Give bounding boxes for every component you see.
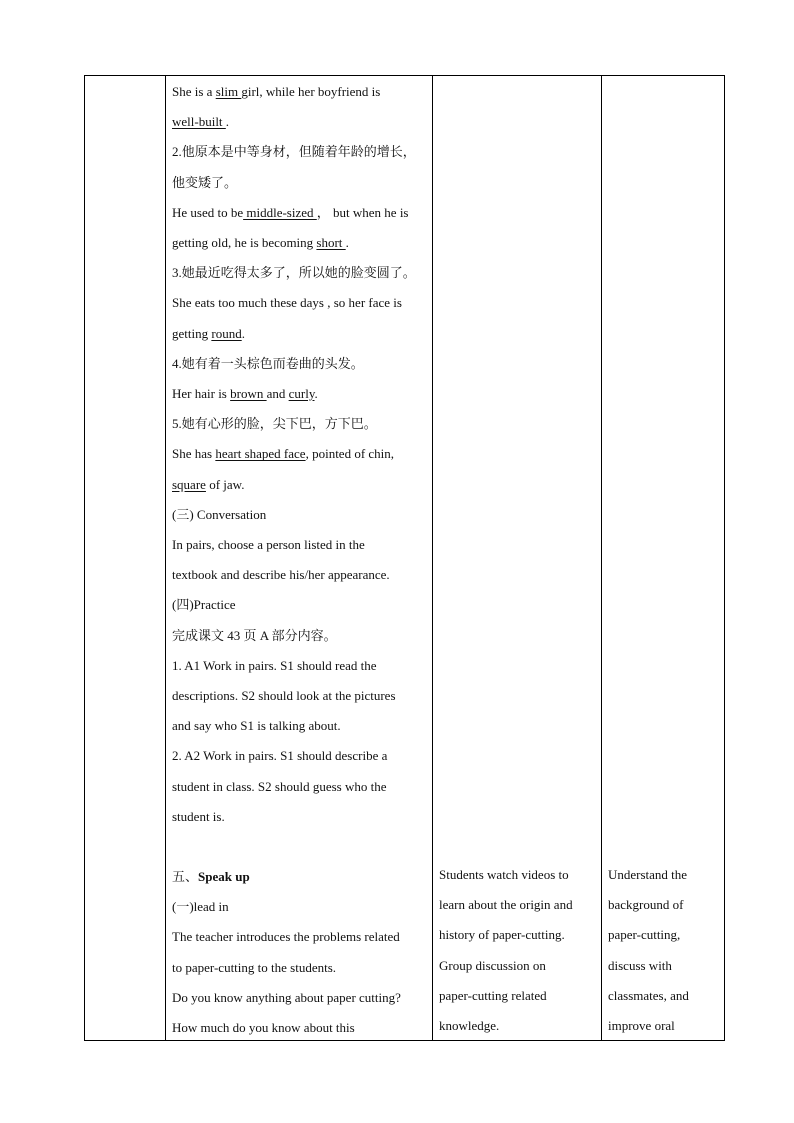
- column-divider: [601, 76, 602, 1040]
- lesson-plan-table: [84, 75, 725, 1041]
- text-line: 3.她最近吃得太多了，所以她的脸变圆了。: [172, 265, 416, 281]
- text-line: 2.他原本是中等身材，但随着年龄的增长，: [172, 144, 416, 160]
- section-heading: (四)Practice: [172, 597, 236, 613]
- text-line: paper-cutting,: [608, 927, 681, 943]
- student-activity-cell: [439, 860, 573, 1041]
- section-heading: (三) Conversation: [172, 506, 267, 522]
- text-line: 4.她有着一头棕色而卷曲的头发。: [172, 355, 364, 371]
- text-line: 1. A1 Work in pairs. S1 should read the: [172, 657, 377, 673]
- text-line: 完成课文 43 页 A 部分内容。: [172, 627, 337, 643]
- section-heading: (一)lead in: [172, 899, 229, 915]
- text-line: descriptions. S2 should look at the pictures: [172, 688, 396, 704]
- text-line: He used to be middle-sized ， but when he is: [172, 204, 409, 220]
- text-line: paper-cutting related: [439, 987, 547, 1003]
- text-line: Understand the: [608, 867, 688, 882]
- design-intent-cell: [608, 860, 689, 1041]
- text-line: student is.: [172, 808, 225, 824]
- text-line: well-built .: [172, 114, 230, 130]
- text-line: The teacher introduces the problems related: [172, 929, 400, 945]
- teaching-content-cell: [172, 77, 416, 1043]
- column-divider: [165, 76, 166, 1040]
- text-line: student in class. S2 should guess who the: [172, 778, 387, 794]
- text-line: 他变矮了。: [172, 174, 238, 190]
- text-line: square of jaw.: [172, 476, 245, 492]
- text-line: Students watch videos to: [439, 867, 569, 882]
- text-line: Her hair is brown and curly.: [172, 386, 318, 402]
- text-line: improve oral: [608, 1018, 675, 1034]
- text-line: She is a slim girl, while her boyfriend is: [172, 84, 381, 99]
- text-line: textbook and describe his/her appearance.: [172, 567, 390, 583]
- text-line: getting round.: [172, 325, 245, 341]
- section-heading: 五、Speak up: [172, 869, 250, 885]
- text-line: Do you know anything about paper cutting?: [172, 989, 401, 1005]
- text-line: 5.她有心形的脸，尖下巴，方下巴。: [172, 416, 377, 432]
- text-line: She eats too much these days , so her face is: [172, 295, 402, 311]
- text-line: She has heart shaped face, pointed of chin,: [172, 446, 395, 462]
- text-line: learn about the origin and: [439, 897, 573, 913]
- text-line: In pairs, choose a person listed in the: [172, 537, 365, 553]
- text-line: to paper-cutting to the students.: [172, 959, 337, 975]
- text-line: getting old, he is becoming short .: [172, 235, 349, 251]
- text-line: and say who S1 is talking about.: [172, 718, 341, 734]
- text-line: knowledge.: [439, 1018, 500, 1034]
- text-line: background of: [608, 897, 684, 913]
- text-line: 2. A2 Work in pairs. S1 should describe a: [172, 748, 388, 764]
- text-line: history of paper-cutting.: [439, 927, 565, 943]
- text-line: How much do you know about this: [172, 1020, 355, 1036]
- text-line: discuss with: [608, 957, 672, 973]
- text-line: classmates, and: [608, 987, 689, 1003]
- text-line: Group discussion on: [439, 957, 546, 973]
- column-divider: [432, 76, 433, 1040]
